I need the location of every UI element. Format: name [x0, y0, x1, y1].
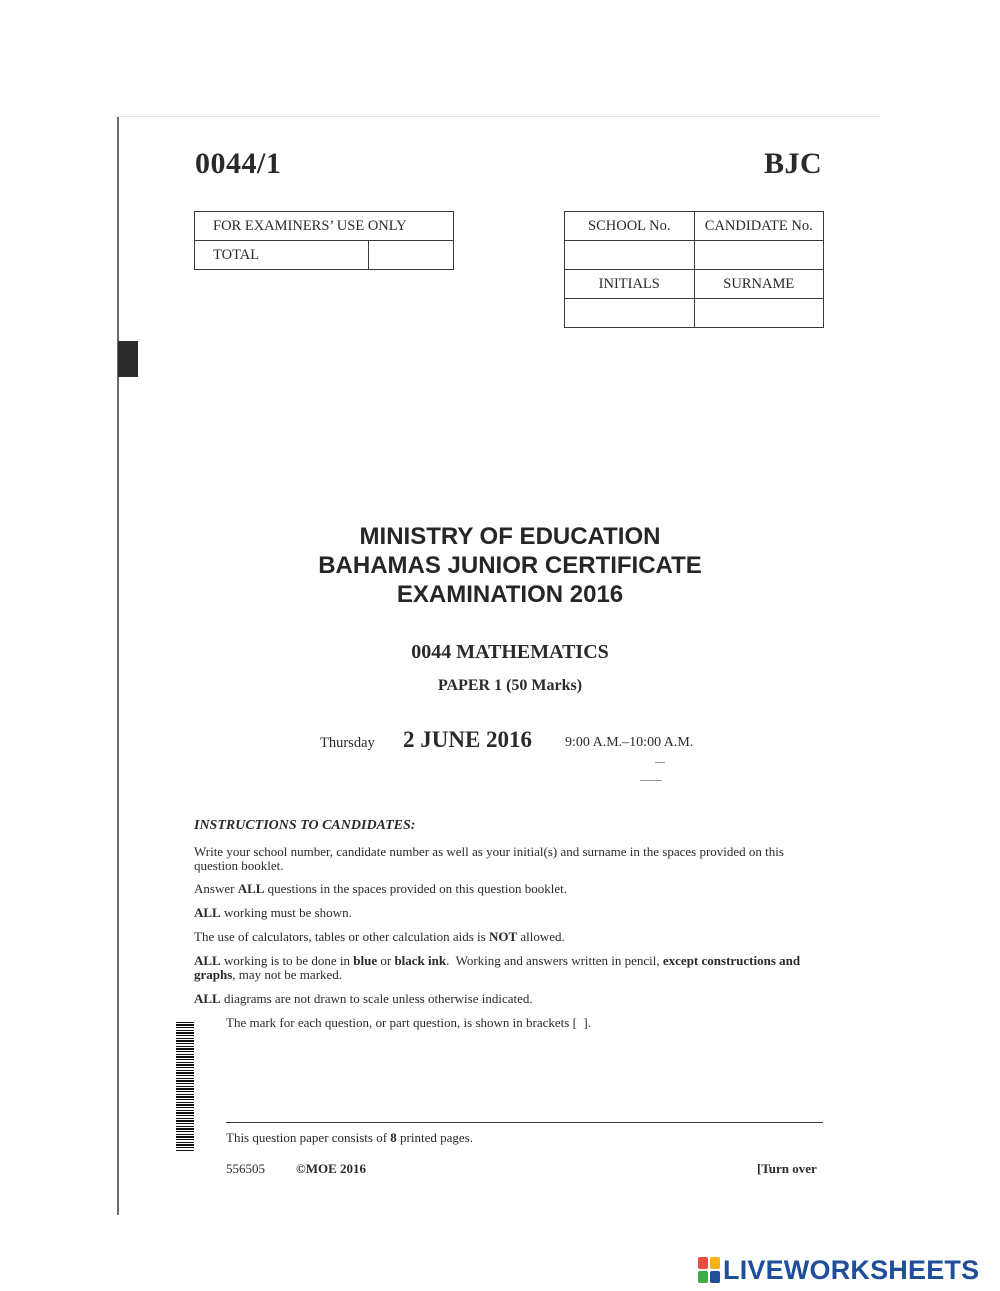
sheet-edge — [117, 116, 880, 117]
total-label: TOTAL — [195, 241, 369, 270]
brand-name: LIVEWORKSHEETS — [723, 1254, 980, 1285]
subject-title: 0044 MATHEMATICS — [411, 641, 609, 663]
liveworksheets-brand[interactable] — [698, 1254, 979, 1286]
instruction-item: The mark for each question, or part question, is shown in brackets [ ]. — [226, 1015, 591, 1030]
exam-day: Thursday — [320, 735, 375, 751]
barcode — [176, 1022, 194, 1152]
logo-square — [698, 1257, 708, 1269]
candidate-no-label: CANDIDATE No. — [694, 212, 824, 241]
candidate-details-box — [564, 211, 824, 328]
pages-note-prefix: This question paper consists of — [226, 1130, 391, 1145]
liveworksheets-logo-icon — [698, 1257, 720, 1283]
school-no-field[interactable] — [565, 241, 695, 270]
examiners-use-title: FOR EXAMINERS’ USE ONLY — [195, 212, 454, 241]
pages-note — [226, 1130, 473, 1146]
pages-count: 8 — [390, 1130, 397, 1145]
exam-date: 2 JUNE 2016 — [403, 727, 533, 752]
instruction-item: Answer ALL questions in the spaces provided on this question booklet. — [194, 881, 567, 896]
instruction-item: ALL working is to be done in blue or black ink. Working and answers written in pencil, except constructions and graphs, may not be marked. — [194, 953, 801, 982]
logo-square — [710, 1271, 720, 1283]
title-ministry: MINISTRY OF EDUCATION — [359, 523, 661, 550]
instruction-item: ALL diagrams are not drawn to scale unless otherwise indicated. — [194, 991, 533, 1006]
surname-field[interactable] — [694, 299, 824, 328]
total-value-cell[interactable] — [369, 241, 454, 270]
initials-field[interactable] — [565, 299, 695, 328]
logo-square — [710, 1257, 720, 1269]
instruction-item: The use of calculators, tables or other calculation aids is NOT allowed. — [194, 929, 565, 944]
scan-mark — [655, 762, 665, 763]
copyright: ©MOE 2016 — [296, 1161, 367, 1176]
instruction-item: ALL working must be shown. — [194, 905, 352, 920]
serial-number: 556505 — [226, 1161, 265, 1176]
surname-label: SURNAME — [694, 270, 824, 299]
school-no-label: SCHOOL No. — [565, 212, 695, 241]
turn-over: [Turn over — [757, 1161, 817, 1176]
instructions-heading: INSTRUCTIONS TO CANDIDATES: — [194, 818, 416, 833]
paper-code: 0044/1 — [195, 147, 282, 180]
initials-label: INITIALS — [565, 270, 695, 299]
candidate-no-field[interactable] — [694, 241, 824, 270]
logo-square — [698, 1271, 708, 1283]
exam-time: 9:00 A.M.–10:00 A.M. — [565, 735, 694, 750]
instruction-item: Write your school number, candidate number as well as your initial(s) and surname in the spaces provided on this question booklet. — [194, 844, 784, 873]
title-examination: EXAMINATION 2016 — [396, 581, 624, 608]
title-certificate: BAHAMAS JUNIOR CERTIFICATE — [318, 552, 702, 579]
examiners-use-box — [194, 211, 454, 270]
pages-note-suffix: printed pages. — [396, 1130, 473, 1145]
footer-rule — [226, 1122, 823, 1123]
exam-code: BJC — [764, 147, 823, 180]
paper-title: PAPER 1 (50 Marks) — [437, 677, 583, 694]
binding-mark — [118, 341, 138, 377]
scan-mark — [640, 780, 662, 781]
